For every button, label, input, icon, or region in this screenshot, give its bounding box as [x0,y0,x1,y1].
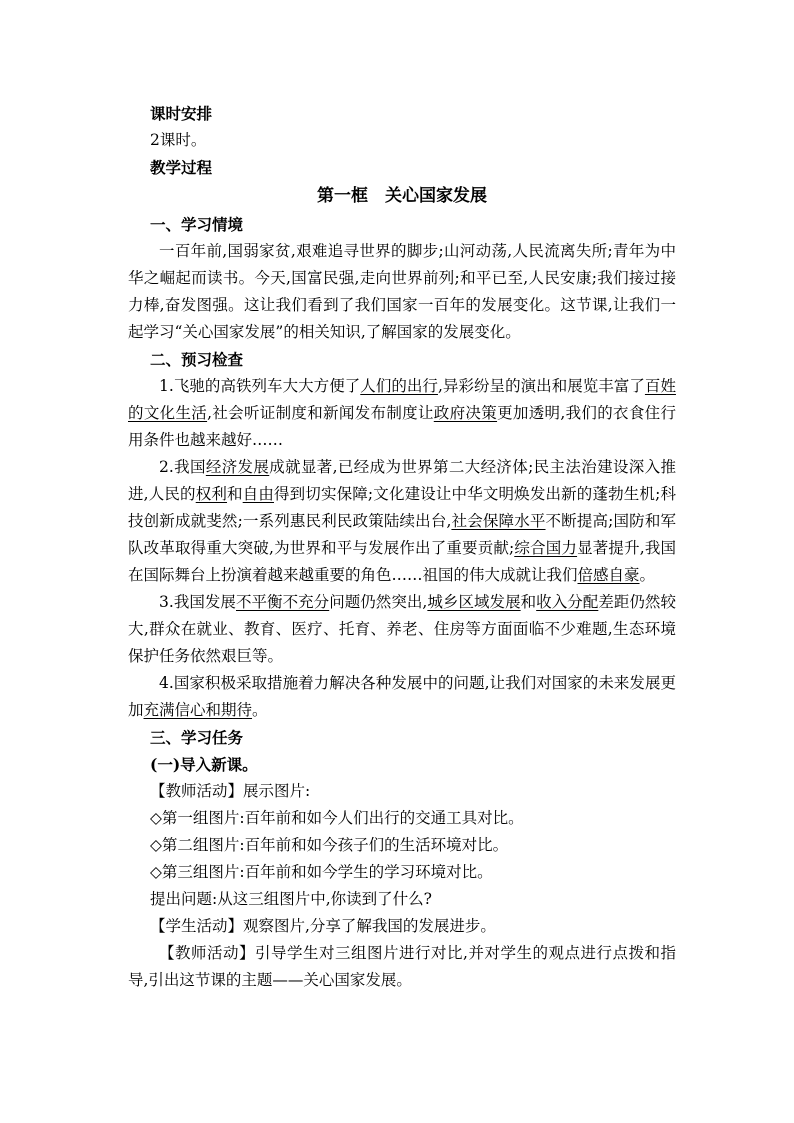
picture-group-3: ◇第三组图片:百年前和如今学生的学习环境对比。 [150,863,493,881]
text-run: 1.飞驰的高铁列车大大方便了 [159,377,361,395]
question-text: 提出问题:从这三组图片中,你读到了什么? [150,890,432,908]
underlined-answer: 城乡区域发展 [427,593,521,611]
underlined-answer: 社会保障水平 [451,512,546,530]
review-item-3 [128,589,676,670]
text-run: ,社会听证制度和新闻发布制度让 [207,404,434,422]
text-run: 得到切实保障;文化建设让中华文明焕发出新的蓬勃生机;科技创新成就斐然;一系列惠民利民政策陆续出台, [128,485,676,530]
frame-title: 第一框 关心国家发展 [317,186,487,206]
underlined-answer: 政府决策 [433,404,498,422]
teacher-activity-1: 【教师活动】展示图片: [150,782,311,800]
text-run: 4.国家积极采取措施着力解决各种发展中的问题,让我们对国家的未来发展更加 [128,674,676,719]
picture-group-2: ◇第二组图片:百年前和如今孩子们的生活环境对比。 [150,836,509,854]
text-run: ,异彩纷呈的演出和展览丰富了 [437,377,645,395]
underlined-answer: 收入分配 [536,593,599,611]
underlined-answer: 综合国力 [514,539,578,557]
text-run: 2.我国 [159,458,206,476]
text-run: 3.我国发展 [159,593,236,611]
text-run: 差距仍然较大,群众在就业、教育、医疗、托育、养老、住房等方面面临不少难题,生态环境保护任务依然艰巨等。 [128,593,676,665]
underlined-answer: 倍感自豪 [577,566,640,584]
schedule-heading: 课时安排 [150,104,213,123]
underlined-answer: 充满信心和期待 [143,701,253,719]
section-1-paragraph: 一百年前,国弱家贫,艰难追寻世界的脚步;山河动荡,人民流离失所;青年为中华之崛起而读书。今天,国富民强,走向世界前列;和平已至,人民安康;我们接过接力棒,奋发图强。这让我们看到了我们国家一百年的发展变化。这节课,让我们一起学习“关心国家发展”的相关知识,了解国家的发展变化。 [128,242,676,341]
text-run: 。 [639,566,656,584]
section-3-heading: 三、学习任务 [150,728,244,747]
process-heading: 教学过程 [150,158,213,177]
picture-group-1: ◇第一组图片:百年前和如今人们出行的交通工具对比。 [150,809,524,827]
student-activity: 【学生活动】观察图片,分享了解我国的发展进步。 [150,917,496,935]
document-body [128,100,676,994]
text-run: 和 [227,485,243,503]
teacher-activity-2: 【教师活动】引导学生对三组图片进行对比,并对学生的观点进行点拨和指导,引出这节课的主题——关心国家发展。 [128,944,676,989]
underlined-answer: 不平衡不充分 [235,593,330,611]
text-run: 更加透明,我们的衣食住行用条件也越来越好…… [128,404,676,449]
text-run: 成就显著,已经成为世界第二大经济体;民主法治建设深入推进,人民的 [128,458,676,503]
review-item-1 [128,373,676,454]
section-1-heading: 一、学习情境 [150,215,244,234]
text-run: 。 [252,701,268,719]
underlined-answer: 自由 [242,485,274,503]
review-item-4 [128,670,676,724]
section-2-heading: 二、预习检查 [150,350,244,369]
subsection-1-heading: (一)导入新课。 [150,755,258,774]
review-item-2 [128,454,676,589]
underlined-answer: 百姓的文化生活 [128,377,676,422]
text-run: 和 [520,593,537,611]
text-run: 显著提升,我国在国际舞台上扮演着越来越重要的角色……祖国的伟大成就让我们 [128,539,676,584]
underlined-answer: 权利 [195,485,228,503]
text-run: 不断提高;国防和军队改革取得重大突破,为世界和平与发展作出了重要贡献; [128,512,676,557]
text-run: 问题仍然突出, [329,593,428,611]
underlined-answer: 经济发展 [205,458,270,476]
underlined-answer: 人们的出行 [360,377,438,395]
schedule-text: 2课时。 [150,131,207,149]
